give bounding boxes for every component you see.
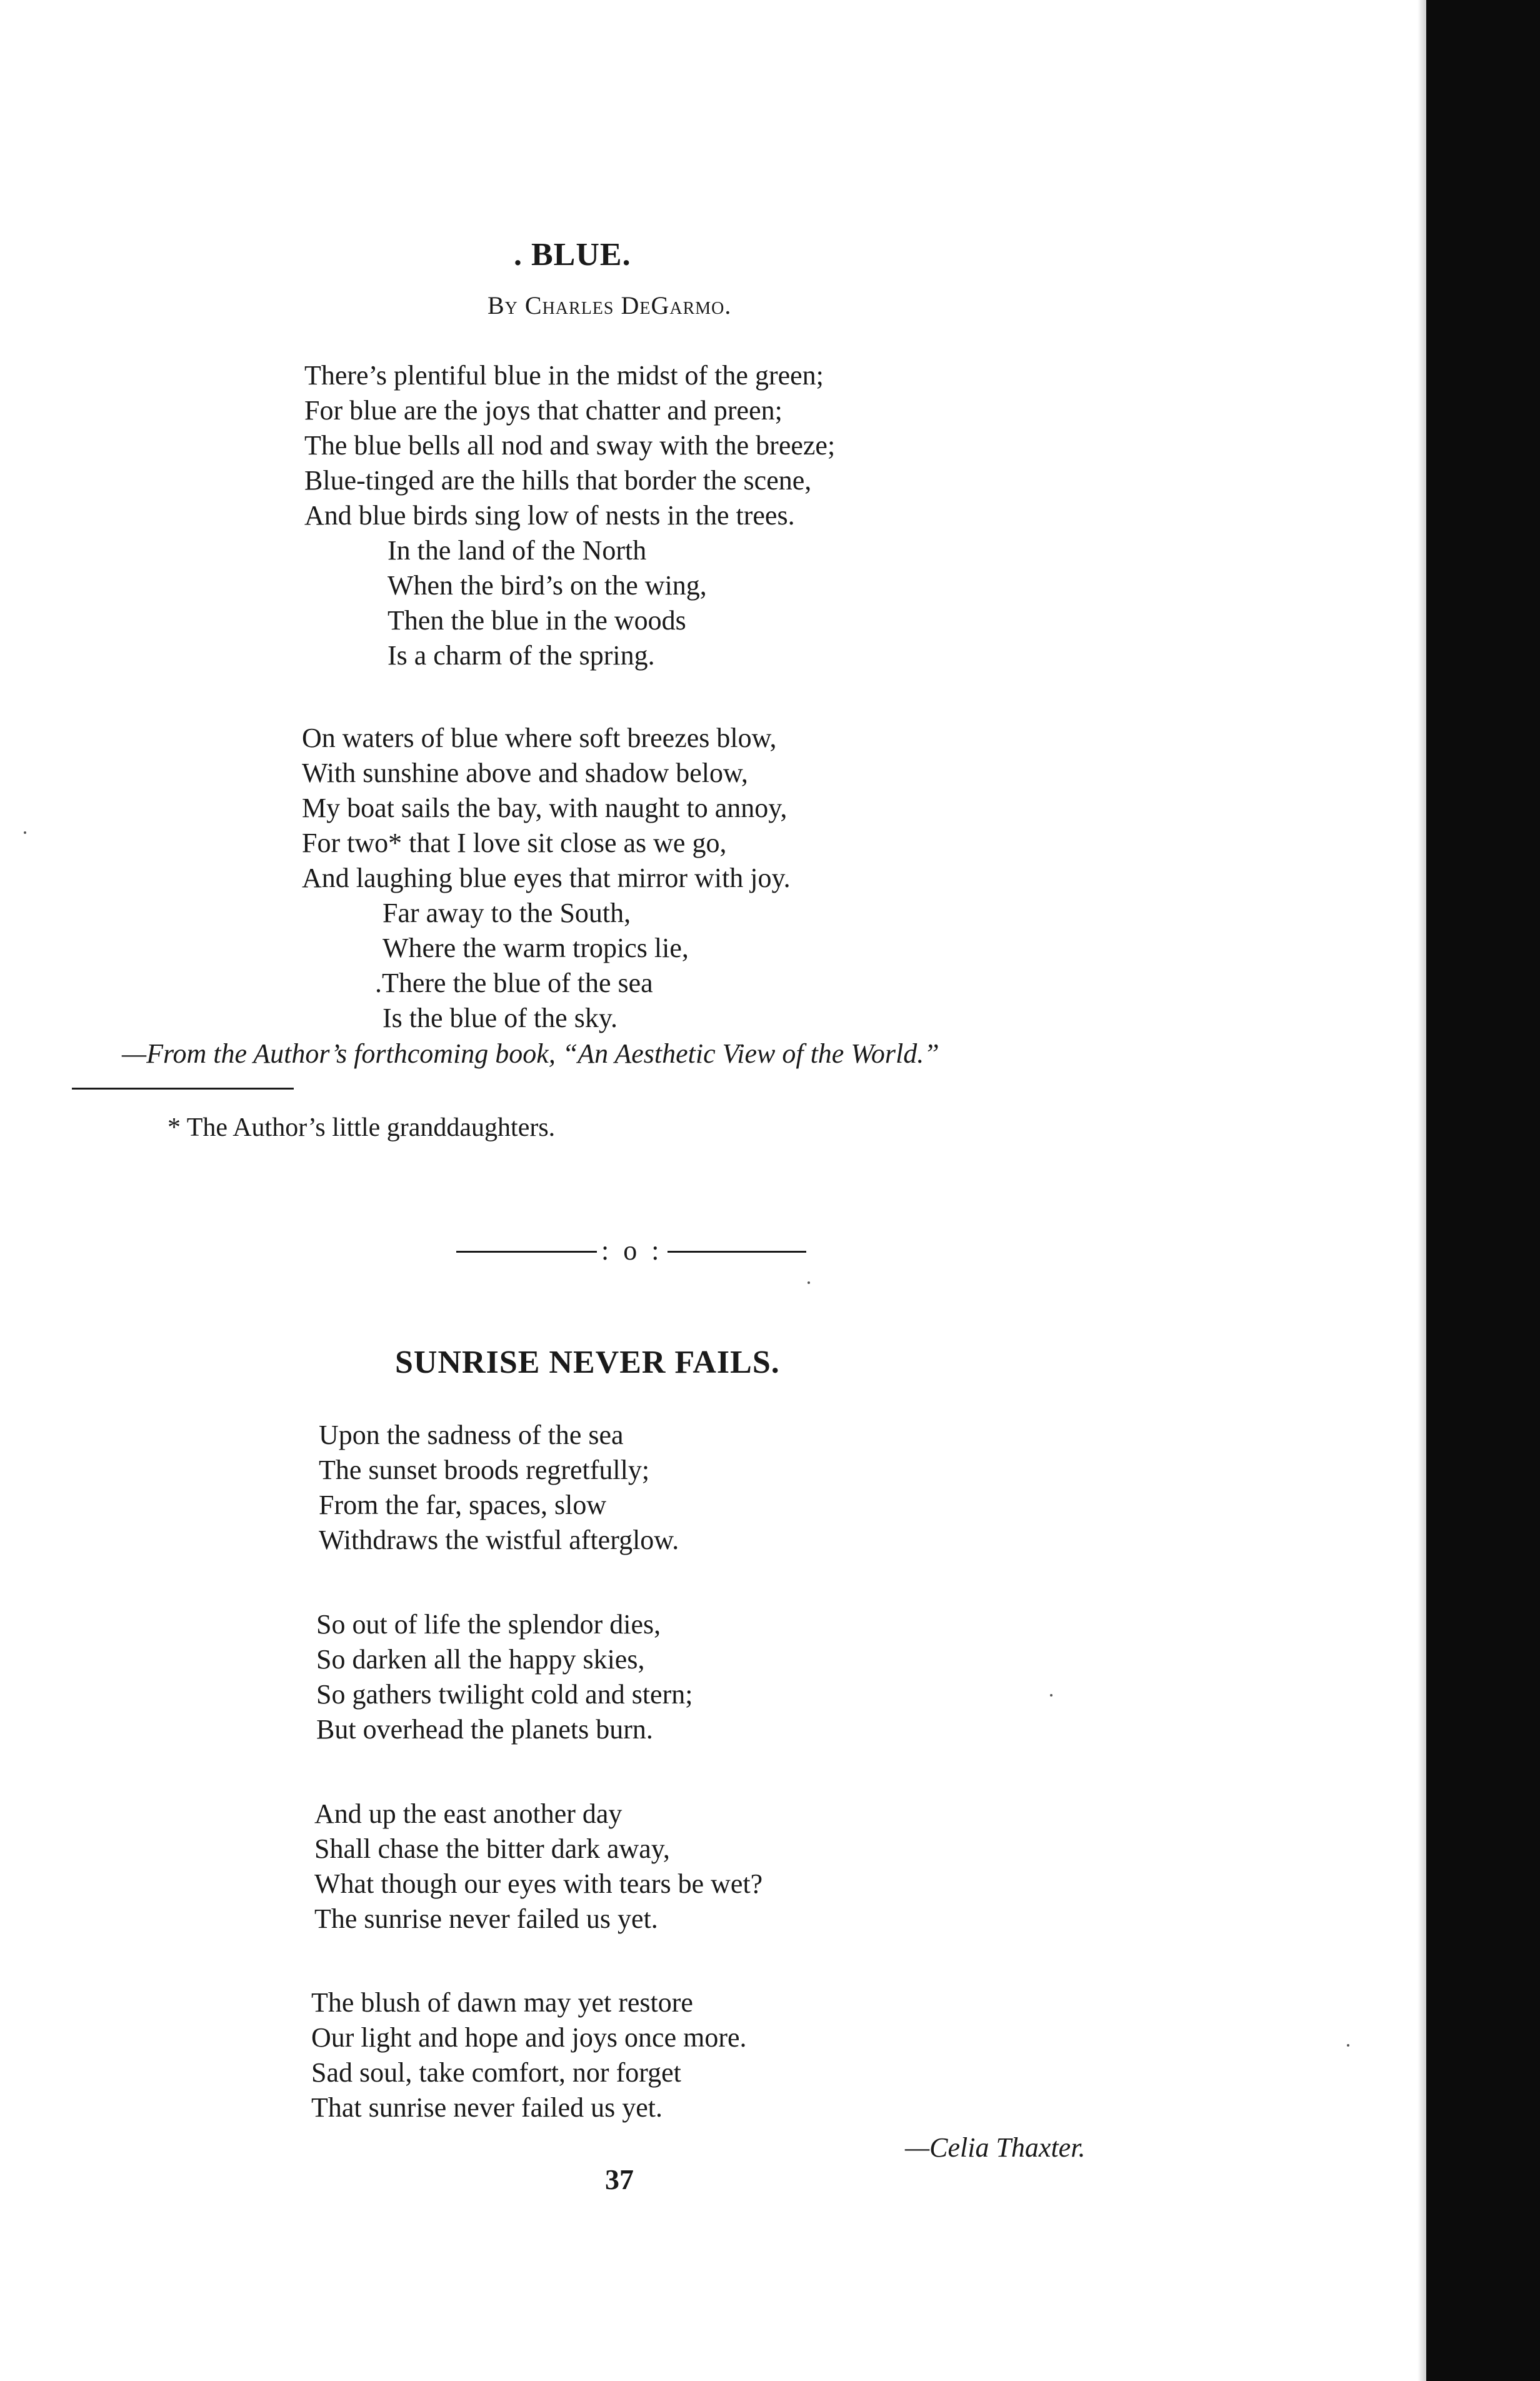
poem-line: Upon the sadness of the sea (319, 1420, 624, 1450)
poem-blue-byline: By Charles DeGarmo. (488, 291, 732, 319)
footnote: * The Author’s little granddaughters. (168, 1113, 556, 1142)
poem-line: Where the warm tropics lie, (382, 933, 689, 963)
scan-speck (808, 1281, 810, 1284)
poem-line: And blue birds sing low of nests in the trees. (304, 500, 795, 531)
poem-line: And laughing blue eyes that mirror with joy. (302, 863, 791, 893)
poem-line: So darken all the happy skies, (316, 1644, 645, 1675)
poem-line: The sunset broods regretfully; (319, 1455, 650, 1485)
poem-line: The blush of dawn may yet restore (311, 1987, 693, 2018)
poem-line: Shall chase the bitter dark away, (314, 1833, 670, 1864)
poem-line: Our light and hope and joys once more. (311, 2022, 747, 2053)
poem-line: So out of life the splendor dies, (316, 1609, 661, 1640)
poem-line: There’s plentiful blue in the midst of the green; (304, 360, 824, 391)
poem-line: But overhead the planets burn. (316, 1714, 653, 1745)
poem-sunrise-author: —Celia Thaxter. (905, 2132, 1086, 2163)
poem-line: Withdraws the wistful afterglow. (319, 1525, 679, 1555)
poem-line: On waters of blue where soft breezes blow, (302, 723, 777, 753)
poem-line: In the land of the North (388, 535, 647, 566)
footnote-rule (72, 1088, 294, 1090)
poem-line: For blue are the joys that chatter and preen; (304, 395, 782, 426)
poem-line: From the far, spaces, slow (319, 1490, 607, 1520)
page-number: 37 (605, 2163, 634, 2195)
poem-sunrise-title: SUNRISE NEVER FAILS. (395, 1345, 780, 1380)
poem-line: Is the blue of the sky. (382, 1003, 618, 1033)
separator-rule-right (668, 1251, 806, 1253)
scan-speck (1347, 2044, 1349, 2047)
poem-blue-title: . BLUE. (514, 237, 631, 273)
poem-line: Blue-tinged are the hills that border the scene, (304, 465, 812, 496)
scan-speck (24, 831, 26, 834)
separator-ornament: : o : (601, 1235, 663, 1266)
poem-line: Sad soul, take comfort, nor forget (311, 2057, 681, 2088)
poem-line: The sunrise never failed us yet. (314, 1903, 658, 1934)
poem-line: Is a charm of the spring. (388, 640, 655, 671)
separator-rule-left (456, 1251, 597, 1253)
poem-line: With sunshine above and shadow below, (302, 758, 748, 788)
poem-line: The blue bells all nod and sway with the breeze; (304, 430, 836, 461)
scan-edge-shadow (1418, 0, 1426, 2381)
poem-line: So gathers twilight cold and stern; (316, 1679, 693, 1710)
poem-line: .There the blue of the sea (375, 968, 653, 998)
poem-line: My boat sails the bay, with naught to annoy, (302, 793, 788, 823)
poem-line: And up the east another day (314, 1798, 622, 1829)
poem-line: That sunrise never failed us yet. (311, 2092, 663, 2123)
poem-line: When the bird’s on the wing, (388, 570, 707, 601)
scan-dark-margin (1426, 0, 1540, 2381)
poem-line: For two* that I love sit close as we go, (302, 828, 727, 858)
poem-line: Then the blue in the woods (388, 605, 686, 636)
poem-blue-source: —From the Author’s forthcoming book, “An Aesthetic View of the World.” (122, 1038, 939, 1069)
poem-line: Far away to the South, (382, 898, 631, 928)
poem-line: What though our eyes with tears be wet? (314, 1868, 763, 1899)
scan-speck (1050, 1694, 1052, 1697)
